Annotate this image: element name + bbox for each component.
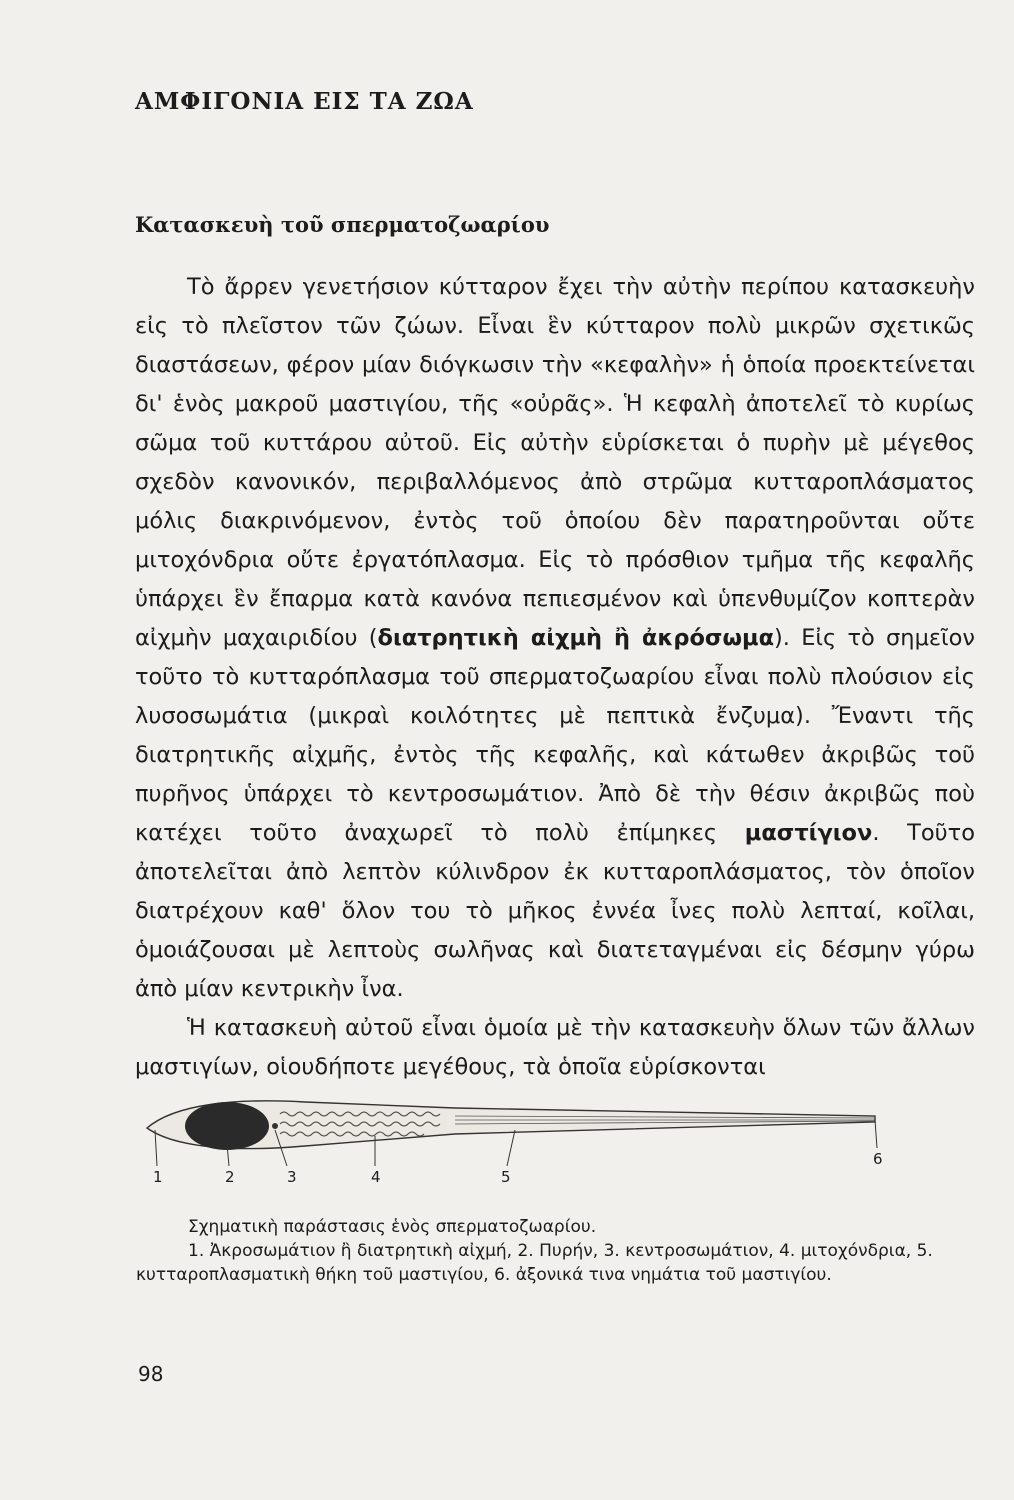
paragraph — [135, 1009, 975, 1087]
text-run: . Τοῦτο ἀποτελεῖται ἀπὸ λεπτὸν κύλινδρον ἐκ κυτταροπλάσματος, τὸν ὁποῖον διατρέχουν καθ' ὅλον του τὸ μῆκος ἐννέα ἶνες πολὺ λεπταί, κοῖλαι, ὁμοιάζουσαι μὲ λεπτοὺς σωλῆνας καὶ διατεταγμέναι εἰς δέσμην γύρω ἀπὸ μίαν κεντρικὴν ἶνα. — [135, 820, 975, 1002]
figure-label: 4 — [371, 1168, 381, 1186]
bold-term: διατρητικὴ αἰχμὴ ἢ ἀκρόσωμα — [377, 625, 775, 651]
nucleus — [185, 1102, 269, 1150]
figure-label: 5 — [501, 1168, 511, 1186]
section-title: Κατασκευὴ τοῦ σπερματοζωαρίου — [135, 212, 550, 237]
caption-title: Σχηματικὴ παράστασις ἑνὸς σπερματοζωαρίου. — [188, 1217, 597, 1237]
figure-label: 1 — [153, 1168, 163, 1186]
sperm-cell-diagram — [135, 1090, 895, 1200]
caption-legend — [136, 1239, 988, 1287]
text-run: Τὸ ἄρρεν γενετήσιον κύτταρον ἔχει τὴν αὐτὴν περίπου κατασκευὴν εἰς τὸ πλεῖστον τῶν ζώων. Εἶναι ἓν κύτταρον πολὺ μικρῶν σχετικῶς διαστάσεων, φέρον μίαν διόγκωσιν τὴν «κεφαλὴν» ἡ ὁποία προεκτείνεται δι' ἑνὸς μακροῦ μαστιγίου, τῆς «οὐρᾶς». Ἡ κεφαλὴ ἀποτελεῖ τὸ κυρίως σῶμα τοῦ κυττάρου αὐτοῦ. Εἰς αὐτὴν εὑρίσκεται ὁ πυρὴν μὲ μέγεθος σχεδὸν κανονικόν, περιβαλλόμενος ἀπὸ στρῶμα κυτταροπλάσματος μόλις διακρινόμενον, ἐντὸς τοῦ ὁποίου δὲν παρατηροῦνται οὔτε μιτοχόνδρια οὔτε ἐργατόπλασμα. Εἰς τὸ πρόσθιον τμῆμα τῆς κεφαλῆς ὑπάρχει ἓν ἔπαρμα κατὰ κανόνα πεπιεσμένον καὶ ὑπενθυμίζον κοπτερὰν αἰχμὴν μαχαιριδίου ( — [135, 274, 975, 651]
body-text — [135, 268, 975, 1087]
text-run: ). Εἰς τὸ σημεῖον τοῦτο τὸ κυτταρόπλασμα τοῦ σπερματοζωαρίου εἶναι πολὺ πλούσιον εἰς λυσοσωμάτια (μικραὶ κοιλότητες μὲ πεπτικὰ ἔνζυμα). Ἔναντι τῆς διατρητικῆς αἰχμῆς, ἐντὸς τῆς κεφαλῆς, καὶ κάτωθεν ἀκριβῶς τοῦ πυρῆνος ὑπάρχει τὸ κεντροσωμάτιον. Ἀπὸ δὲ τὴν θέσιν ἀκριβῶς ποὺ κατέχει τοῦτο ἀναχωρεῖ τὸ πολὺ ἐπίμηκες — [135, 625, 975, 846]
figure-caption — [136, 1215, 988, 1287]
page-number: 98 — [138, 1362, 164, 1386]
sperm-cell-drawing — [135, 1090, 895, 1200]
figure-label: 6 — [873, 1150, 883, 1168]
figure-label: 2 — [225, 1168, 235, 1186]
bold-term: μαστίγιον — [744, 820, 873, 846]
paragraph — [135, 268, 975, 1009]
text-run: Ἡ κατασκευὴ αὐτοῦ εἶναι ὁμοία μὲ τὴν κατασκευὴν ὅλων τῶν ἄλλων μαστιγίων, οἱουδήποτε μεγέθους, τὰ ὁποῖα εὑρίσκονται — [135, 1015, 975, 1080]
centrosome — [272, 1123, 278, 1129]
caption-legend-text: 1. Ἀκροσωμάτιον ἢ διατρητικὴ αἰχμή, 2. Πυρήν, 3. κεντροσωμάτιον, 4. μιτοχόνδρια, 5. κυτταροπλασματικὴ θήκη τοῦ μαστιγίου, 6. ἀξονικά τινα νημάτια τοῦ μαστιγίου. — [136, 1241, 933, 1285]
chapter-title: ΑΜΦΙΓΟΝΙΑ ΕΙΣ ΤΑ ΖΩΑ — [135, 88, 474, 115]
figure-label: 3 — [287, 1168, 297, 1186]
